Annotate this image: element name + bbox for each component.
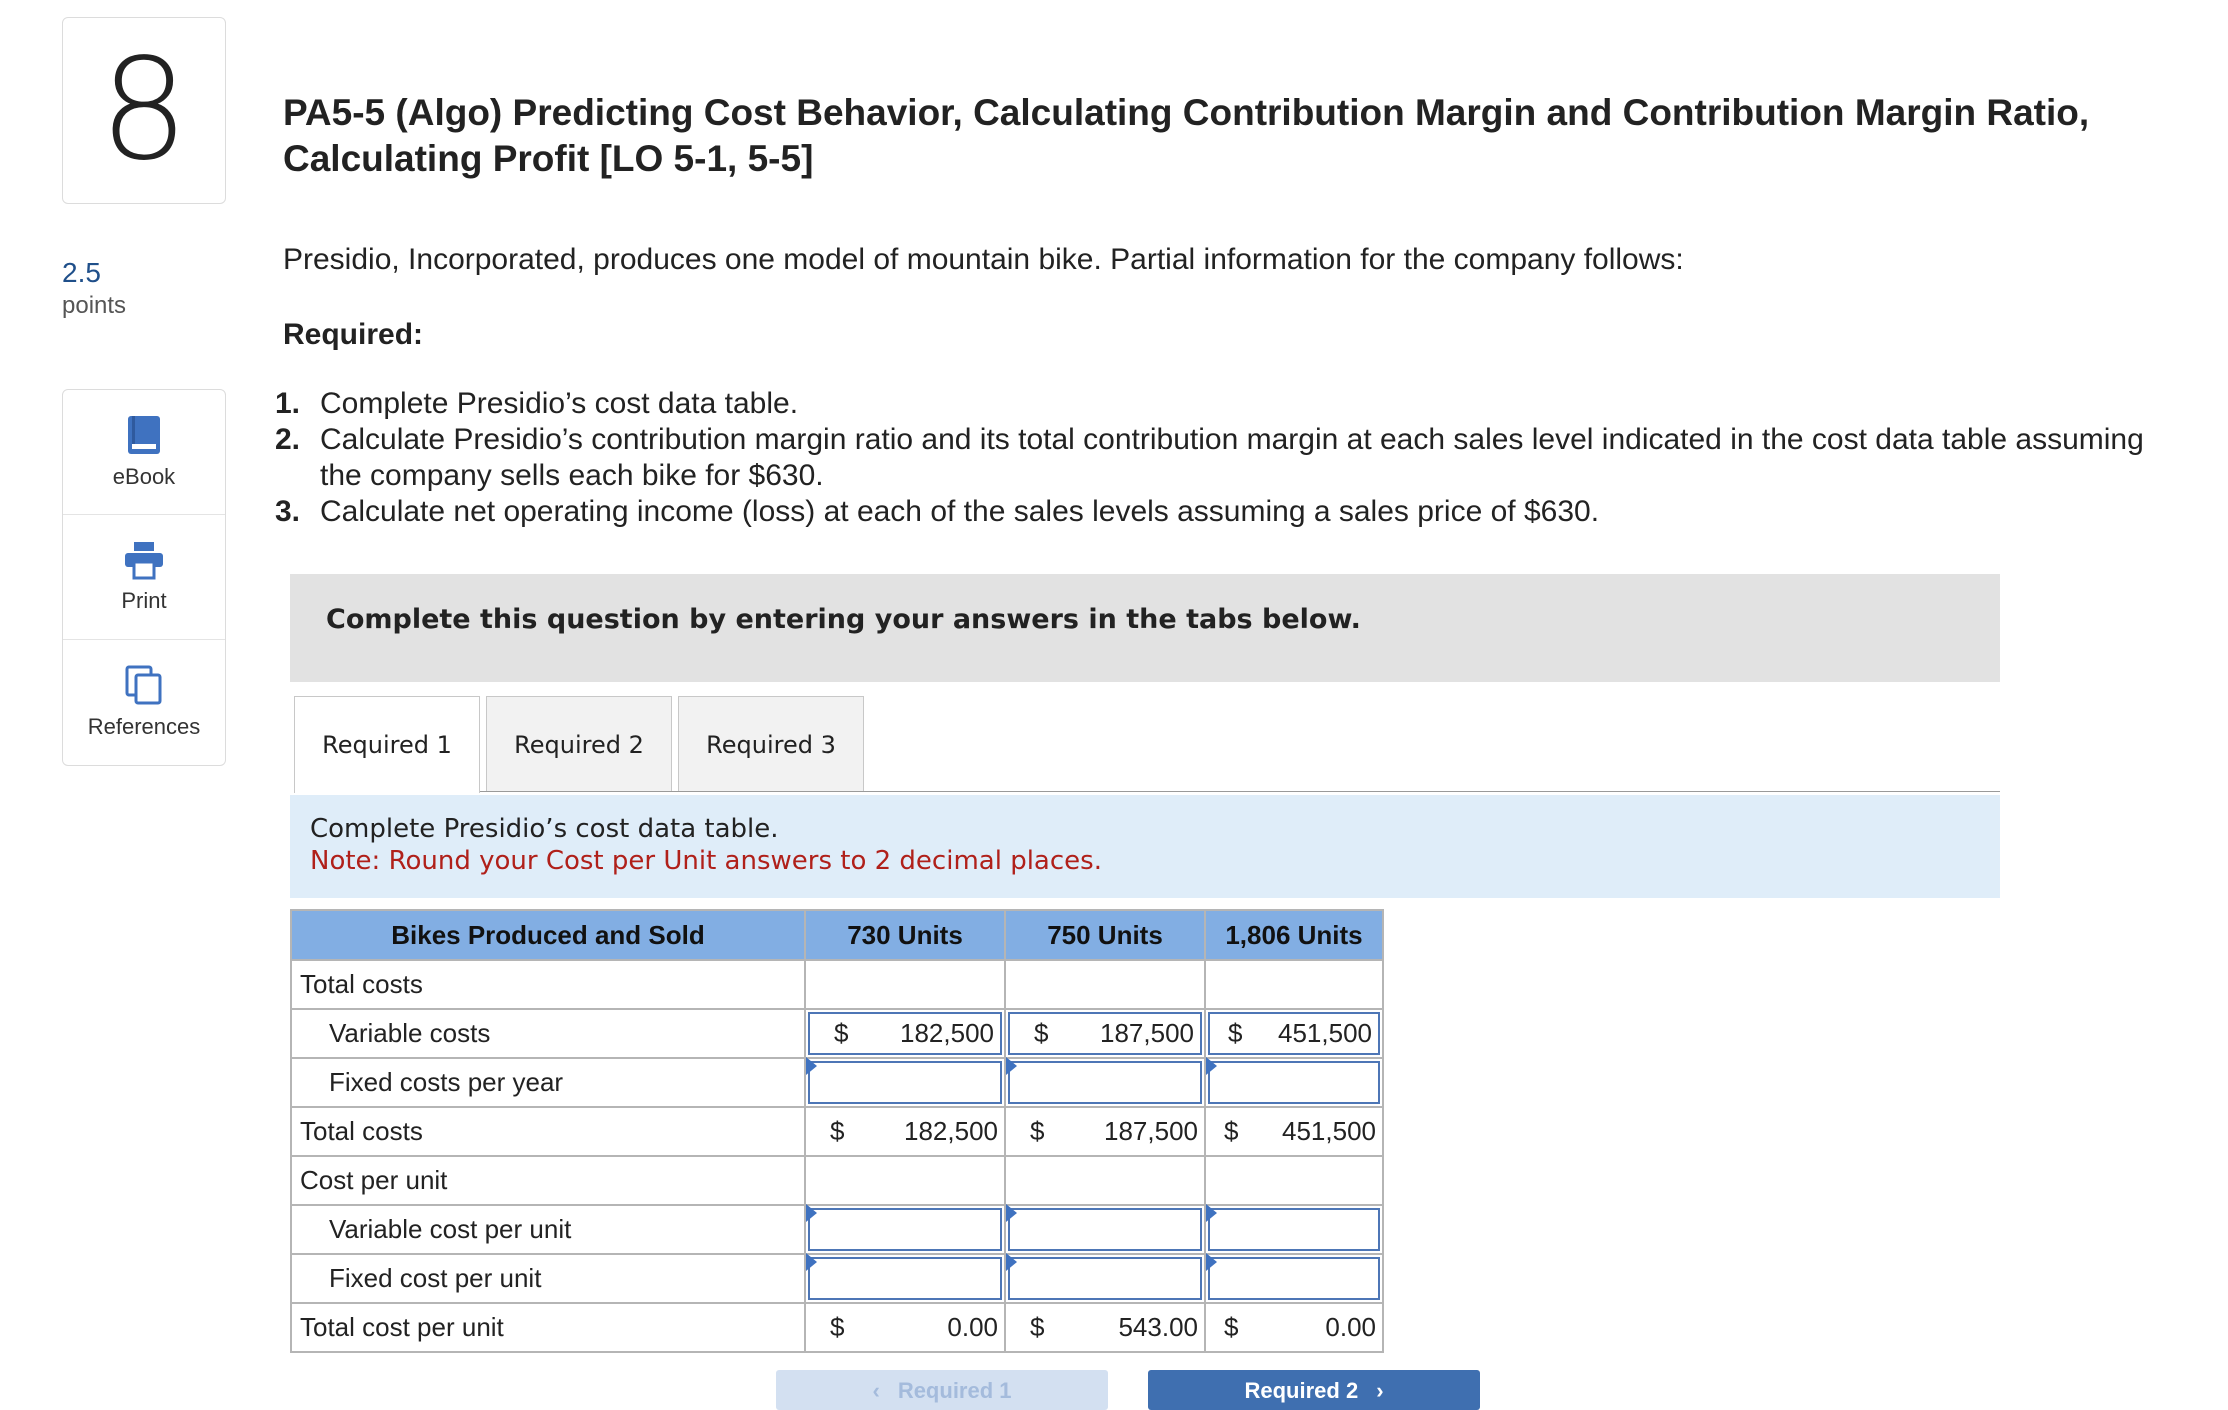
input-box[interactable] — [808, 1208, 1002, 1251]
total-costs-730 — [805, 1107, 1005, 1156]
next-button-label: Required 2 — [1244, 1378, 1359, 1403]
input-box[interactable] — [1208, 1257, 1380, 1300]
requirements-list — [275, 386, 2175, 530]
prev-button-label: Required 1 — [897, 1378, 1012, 1403]
cell-value: 182,500 — [900, 1018, 994, 1048]
tools-panel — [62, 389, 226, 766]
row-label-cost-per-unit-section: Cost per unit — [291, 1156, 805, 1205]
tab-instructions — [290, 795, 2000, 898]
currency-symbol: $ — [830, 1116, 845, 1146]
input-flag-icon — [1206, 1057, 1217, 1075]
prev-required-button[interactable] — [776, 1370, 1108, 1410]
blank-cell — [1005, 1156, 1205, 1205]
input-box[interactable] — [1008, 1208, 1202, 1251]
fixed-costs-730-input[interactable] — [805, 1058, 1005, 1107]
rounding-note: Note: Round your Cost per Unit answers to 2 decimal places. — [310, 846, 1102, 876]
copy-icon — [124, 664, 164, 706]
input-flag-icon — [806, 1253, 817, 1271]
variable-cpu-730-input[interactable] — [805, 1205, 1005, 1254]
filled-input — [1208, 1012, 1380, 1055]
requirement-number: 3. — [275, 495, 301, 528]
row-label-total-costs-section: Total costs — [291, 960, 805, 1009]
row-label-total-costs: Total costs — [291, 1107, 805, 1156]
requirement-item — [275, 494, 2175, 530]
input-box[interactable] — [1008, 1257, 1202, 1300]
currency-symbol: $ — [1228, 1018, 1243, 1048]
table-row — [291, 1058, 1383, 1107]
table-row — [291, 1009, 1383, 1058]
blank-cell — [1205, 960, 1383, 1009]
table-row — [291, 960, 1383, 1009]
cell-value: 182,500 — [904, 1116, 998, 1146]
filled-input — [1008, 1012, 1202, 1055]
variable-costs-750-field[interactable] — [1005, 1009, 1205, 1058]
variable-costs-1806-field[interactable] — [1205, 1009, 1383, 1058]
table-row — [291, 1107, 1383, 1156]
currency-symbol: $ — [1030, 1116, 1045, 1146]
cell-value: 0.00 — [947, 1312, 998, 1342]
tab-instruction-text: Complete Presidio’s cost data table. — [310, 814, 779, 844]
total-cpu-730 — [805, 1303, 1005, 1352]
filled-input — [808, 1012, 1002, 1055]
input-flag-icon — [1006, 1204, 1017, 1222]
table-header-row — [291, 910, 1383, 960]
references-label: References — [87, 714, 201, 739]
currency-symbol: $ — [834, 1018, 849, 1048]
total-cpu-750 — [1005, 1303, 1205, 1352]
question-number: 8 — [62, 17, 226, 204]
printer-icon — [123, 540, 165, 580]
requirement-number: 1. — [275, 387, 301, 420]
ebook-label: eBook — [112, 464, 176, 489]
points-value: 2.5 — [62, 257, 101, 288]
row-label-fixed-costs-per-year: Fixed costs per year — [291, 1058, 805, 1107]
input-box[interactable] — [1208, 1061, 1380, 1104]
input-box[interactable] — [1008, 1061, 1202, 1104]
input-box[interactable] — [808, 1257, 1002, 1300]
references-button[interactable] — [63, 640, 225, 764]
table-row — [291, 1156, 1383, 1205]
cell-value: 187,500 — [1104, 1116, 1198, 1146]
blank-cell — [1005, 960, 1205, 1009]
chevron-right-icon: › — [1376, 1378, 1384, 1403]
row-label-variable-costs: Variable costs — [291, 1009, 805, 1058]
total-costs-750 — [1005, 1107, 1205, 1156]
fixed-cpu-730-input[interactable] — [805, 1254, 1005, 1303]
row-label-total-cost-per-unit: Total cost per unit — [291, 1303, 805, 1352]
blank-cell — [805, 960, 1005, 1009]
question-intro: Presidio, Incorporated, produces one model of mountain bike. Partial information for the company follows: — [283, 243, 1684, 276]
requirement-text: Complete Presidio’s cost data table. — [320, 387, 799, 420]
tab-required-2[interactable]: Required 2 — [486, 696, 672, 792]
fixed-cpu-1806-input[interactable] — [1205, 1254, 1383, 1303]
print-button[interactable] — [63, 515, 225, 640]
fixed-costs-750-input[interactable] — [1005, 1058, 1205, 1107]
book-icon — [126, 414, 162, 456]
header-1806-units: 1,806 Units — [1205, 910, 1383, 960]
instruction-text: Complete this question by entering your answers in the tabs below. — [326, 604, 1361, 635]
header-750-units: 750 Units — [1005, 910, 1205, 960]
input-flag-icon — [806, 1057, 817, 1075]
table-row — [291, 1254, 1383, 1303]
total-cpu-1806 — [1205, 1303, 1383, 1352]
chevron-left-icon: ‹ — [872, 1378, 880, 1403]
table-row — [291, 1205, 1383, 1254]
tab-divider — [294, 791, 2000, 792]
variable-cpu-750-input[interactable] — [1005, 1205, 1205, 1254]
points-label: points — [62, 292, 127, 319]
input-flag-icon — [1206, 1204, 1217, 1222]
fixed-costs-1806-input[interactable] — [1205, 1058, 1383, 1107]
requirement-item — [275, 386, 2175, 422]
next-required-button[interactable] — [1148, 1370, 1480, 1410]
requirement-text: Calculate Presidio’s contribution margin ratio and its total contribution margin at each sales level indicated in the cost data table assuming the company sells each bike for $630. — [320, 423, 2144, 492]
required-heading: Required: — [283, 318, 424, 351]
requirement-item — [275, 422, 2175, 494]
total-costs-1806 — [1205, 1107, 1383, 1156]
requirement-text: Calculate net operating income (loss) at each of the sales levels assuming a sales price of $630. — [320, 495, 1600, 528]
cell-value: 543.00 — [1118, 1312, 1198, 1342]
input-box[interactable] — [1208, 1208, 1380, 1251]
row-label-fixed-cost-per-unit: Fixed cost per unit — [291, 1254, 805, 1303]
input-box[interactable] — [808, 1061, 1002, 1104]
input-flag-icon — [806, 1204, 817, 1222]
currency-symbol: $ — [1030, 1312, 1045, 1342]
header-730-units: 730 Units — [805, 910, 1005, 960]
input-flag-icon — [1206, 1253, 1217, 1271]
input-flag-icon — [1006, 1253, 1017, 1271]
cell-value: 451,500 — [1278, 1018, 1372, 1048]
requirement-number: 2. — [275, 423, 301, 456]
fixed-cpu-750-input[interactable] — [1005, 1254, 1205, 1303]
tab-required-1[interactable]: Required 1 — [294, 696, 480, 793]
currency-symbol: $ — [1224, 1312, 1239, 1342]
cell-value: 451,500 — [1282, 1116, 1376, 1146]
tab-required-3[interactable]: Required 3 — [678, 696, 864, 792]
cell-value: 0.00 — [1325, 1312, 1376, 1342]
cell-value: 187,500 — [1100, 1018, 1194, 1048]
currency-symbol: $ — [1034, 1018, 1049, 1048]
blank-cell — [805, 1156, 1005, 1205]
currency-symbol: $ — [830, 1312, 845, 1342]
header-bikes-produced: Bikes Produced and Sold — [291, 910, 805, 960]
instruction-banner — [290, 574, 2000, 682]
print-label: Print — [121, 588, 167, 613]
question-title: PA5-5 (Algo) Predicting Cost Behavior, Calculating Contribution Margin and Contribution Margin Ratio, Calculating Profit [LO 5-1, 5-5] — [283, 92, 2090, 179]
cost-data-table — [290, 909, 1384, 1353]
currency-symbol: $ — [1224, 1116, 1239, 1146]
variable-costs-730-field[interactable] — [805, 1009, 1005, 1058]
blank-cell — [1205, 1156, 1383, 1205]
variable-cpu-1806-input[interactable] — [1205, 1205, 1383, 1254]
table-row — [291, 1303, 1383, 1352]
row-label-variable-cost-per-unit: Variable cost per unit — [291, 1205, 805, 1254]
input-flag-icon — [1006, 1057, 1017, 1075]
ebook-button[interactable] — [63, 390, 225, 515]
